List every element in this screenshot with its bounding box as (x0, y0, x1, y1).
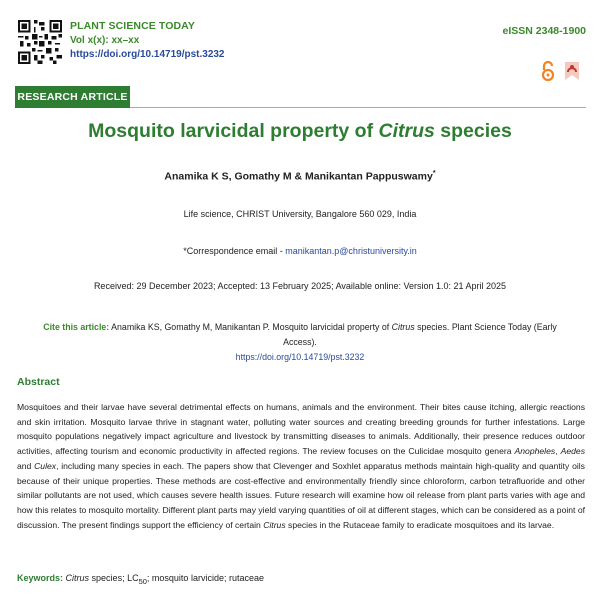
affiliation: Life science, CHRIST University, Bangalore 560 029, India (183, 209, 417, 219)
open-access-icon (540, 60, 556, 82)
eissn-label: eISSN 2348-1900 (502, 25, 586, 37)
keywords: Keywords: Citrus species; $LC_{50}$; mosquito larvicide; rutaceae (17, 573, 264, 586)
creative-commons-icon (562, 60, 582, 82)
citation-doi-link[interactable]: https://doi.org/10.14719/pst.3232 (235, 352, 365, 362)
abstract-body: Mosquitoes and their larvae have several detrimental effects on humans, animals and the environment. Their bites cause itching, allergic reactions and skin irritation. Mosquito larvae thrive in stagnant water, polluting water sources and creating breeding grounds for further infestations. Large mosquito populations negatively impact agriculture and livestock by transmitting diseases to animals. Additionally, their presence reduces outdoor activities, affecting tourism and economic productivity in affected regions. The review focuses on the Culicidae mosquito genera Anopheles, Aedes and Culex, including many species in each. The papers show that Clevenger and Soxhlet apparatus methods maintain high-quality and quantity oils because of their unique properties. These methods are cost-effective and environmentally friendly since chloroform, carbon tetrafluoride and other similar pollutants are not used, which causes severe health issues. Future research will examine how oil release from plant parts varies with age and how this relates to mosquito mortality. Different plant parts may yield varying quantities of oil at different stages, which can be considered as a point of discussion. The present findings support the efficiency of certain Citrus species in the Rutaceae family to eradicate mosquitoes and its larvae. (17, 402, 585, 530)
correspondence: *Correspondence email - manikantan.p@christuniversity.in (183, 246, 417, 256)
correspondence-email-link[interactable]: manikantan.p@christuniversity.in (285, 246, 417, 256)
journal-header (70, 20, 225, 60)
journal-doi-link[interactable]: https://doi.org/10.14719/pst.3232 (70, 49, 225, 60)
journal-name: PLANT SCIENCE TODAY (70, 20, 196, 32)
qr-code-icon (18, 20, 62, 64)
journal-volume: Vol x(x): xx–xx (70, 35, 140, 46)
article-title: Mosquito larvicidal property of Citrus species (88, 120, 512, 142)
citation-block: Cite this article: Anamika KS, Gomathy M, Manikantan P. Mosquito larvicidal property of Citrus species. Plant Science Today (Early Access). https://doi.org/10.14719/pst.3232 (43, 322, 557, 362)
article-type-badge: RESEARCH ARTICLE (15, 86, 130, 108)
abstract-heading: Abstract (17, 376, 60, 388)
author-list: Anamika K S, Gomathy M & Manikantan Pappuswamy* (164, 170, 436, 183)
publication-dates: Received: 29 December 2023; Accepted: 13 February 2025; Available online: Version 1.0: 21 April 2025 (93, 281, 507, 291)
header-divider (130, 107, 586, 108)
